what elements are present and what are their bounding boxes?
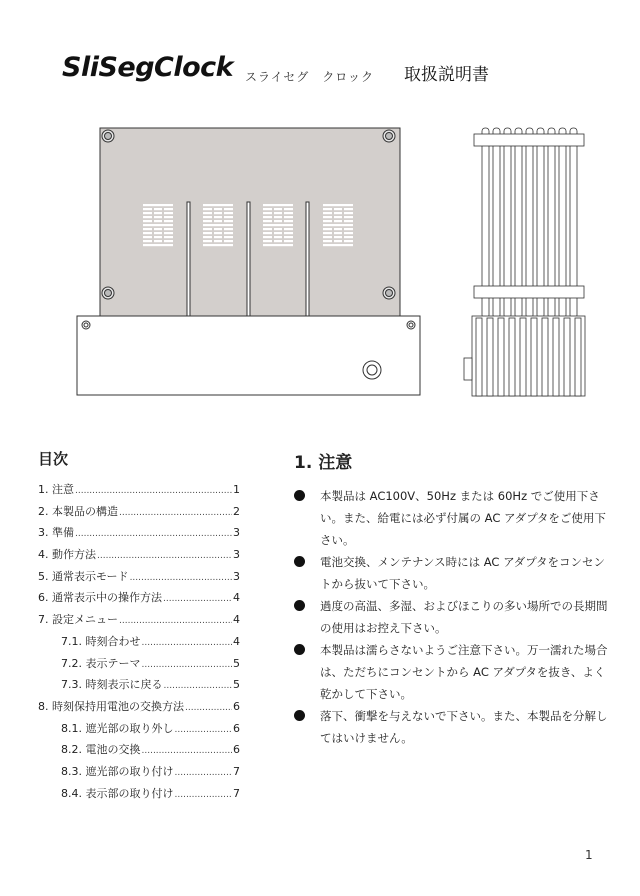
toc-entry-page: 5 xyxy=(233,678,240,692)
table-of-contents xyxy=(38,448,240,804)
toc-entry[interactable] xyxy=(38,501,240,523)
section-cautions xyxy=(294,448,612,749)
toc-entry[interactable] xyxy=(38,653,240,675)
front-view xyxy=(77,128,420,395)
toc-entry[interactable] xyxy=(38,522,240,544)
toc-entry[interactable] xyxy=(38,631,240,653)
toc-entry-page: 6 xyxy=(233,699,240,713)
toc-entry[interactable] xyxy=(38,696,240,718)
bullet-icon xyxy=(294,490,305,501)
toc-entry-label: 7.2. 表示テーマ xyxy=(61,656,141,670)
toc-entry[interactable] xyxy=(38,783,240,805)
toc-entry-page: 3 xyxy=(233,569,240,583)
base-box xyxy=(77,316,420,395)
toc-leader-dots xyxy=(185,696,232,720)
toc-entry-page: 7 xyxy=(233,786,240,800)
toc-entry-page: 4 xyxy=(233,613,240,627)
toc-entry-label: 7.3. 時刻表示に戻る xyxy=(61,678,163,692)
toc-leader-dots xyxy=(130,566,232,590)
toc-entry[interactable] xyxy=(38,739,240,761)
toc-entry-label: 4. 動作方法 xyxy=(38,548,96,562)
caution-text: 落下、衝撃を与えないで下さい。また、本製品を分解してはいけません。 xyxy=(320,709,608,745)
caution-list xyxy=(294,485,612,749)
side-fin xyxy=(487,318,493,396)
toc-entry[interactable] xyxy=(38,609,240,631)
toc-entry[interactable] xyxy=(38,566,240,588)
toc-entry-page: 7 xyxy=(233,764,240,778)
toc-entry-label: 7.1. 時刻合わせ xyxy=(61,634,141,648)
toc-leader-dots xyxy=(97,544,232,568)
page-number: 1 xyxy=(585,848,593,862)
caution-item xyxy=(294,639,612,705)
product-illustration xyxy=(0,0,640,420)
toc-entry-page: 6 xyxy=(233,743,240,757)
toc-entry-page: 4 xyxy=(233,634,240,648)
toc-leader-dots xyxy=(142,653,233,677)
toc-entry-page: 3 xyxy=(233,548,240,562)
toc-leader-dots xyxy=(163,587,232,611)
bullet-icon xyxy=(294,644,305,655)
side-fin xyxy=(531,318,537,396)
toc-leader-dots xyxy=(75,522,232,546)
caution-text: 本製品は濡らさないようご注意下さい。万一濡れた場合は、ただちにコンセントから AC アダプタを抜き、よく乾かして下さい。 xyxy=(320,643,608,701)
toc-leader-dots xyxy=(75,479,232,503)
side-fin xyxy=(498,318,504,396)
doc-subtitle: スライセグ クロック xyxy=(245,70,375,84)
toc-entry-label: 8.3. 遮光部の取り付け xyxy=(61,764,174,778)
toc-entry-label: 3. 準備 xyxy=(38,526,74,540)
side-fin xyxy=(509,318,515,396)
toc-entry[interactable] xyxy=(38,718,240,740)
bullet-icon xyxy=(294,710,305,721)
toc-leader-dots xyxy=(164,674,233,698)
toc-leader-dots xyxy=(175,761,233,785)
toc-title: 目次 xyxy=(38,450,69,468)
toc-entry-label: 8. 時刻保持用電池の交換方法 xyxy=(38,699,184,713)
toc-list xyxy=(38,479,240,804)
bullet-icon xyxy=(294,600,305,611)
toc-entry-page: 4 xyxy=(233,591,240,605)
caution-text: 電池交換、メンテナンス時には AC アダプタをコンセントから抜いて下さい。 xyxy=(320,555,605,591)
toc-entry-label: 5. 通常表示モード xyxy=(38,569,129,583)
toc-entry[interactable] xyxy=(38,544,240,566)
toc-leader-dots xyxy=(119,609,232,633)
toc-entry-page: 6 xyxy=(233,721,240,735)
toc-entry-label: 8.4. 表示部の取り付け xyxy=(61,786,174,800)
caution-text: 過度の高温、多湿、およびほこりの多い場所での長期間の使用はお控え下さい。 xyxy=(320,599,608,635)
toc-entry-page: 5 xyxy=(233,656,240,670)
caution-item xyxy=(294,595,612,639)
toc-leader-dots xyxy=(119,501,232,525)
toc-entry-page: 1 xyxy=(233,483,240,496)
toc-entry-label: 8.1. 遮光部の取り外し xyxy=(61,721,174,735)
toc-leader-dots xyxy=(175,718,233,742)
toc-entry-page: 3 xyxy=(233,526,240,540)
doc-title: SliSegClock xyxy=(62,52,234,83)
caution-item xyxy=(294,485,612,551)
bullet-icon xyxy=(294,556,305,567)
toc-entry-label: 8.2. 電池の交換 xyxy=(61,743,141,757)
toc-entry-label: 2. 本製品の構造 xyxy=(38,504,118,518)
side-view xyxy=(464,128,585,396)
toc-leader-dots xyxy=(142,739,233,763)
caution-item xyxy=(294,551,612,595)
caution-item xyxy=(294,705,612,749)
side-fin xyxy=(553,318,559,396)
toc-entry[interactable] xyxy=(38,674,240,696)
toc-leader-dots xyxy=(142,631,233,655)
side-fin xyxy=(476,318,482,396)
toc-entry-label: 1. 注意 xyxy=(38,483,74,496)
toc-entry[interactable] xyxy=(38,587,240,609)
doc-type-label: 取扱説明書 xyxy=(404,65,489,85)
toc-entry-label: 6. 通常表示中の操作方法 xyxy=(38,591,162,605)
toc-entry-label: 7. 設定メニュー xyxy=(38,613,118,627)
toc-entry[interactable] xyxy=(38,479,240,501)
side-fin xyxy=(564,318,570,396)
caution-text: 本製品は AC100V、50Hz または 60Hz でご使用下さい。また、給電には必ず付属の AC アダプタをご使用下さい。 xyxy=(320,489,606,547)
toc-leader-dots xyxy=(175,783,233,807)
side-fin xyxy=(520,318,526,396)
side-fin xyxy=(542,318,548,396)
section-title: 1. 注意 xyxy=(294,453,353,473)
side-fin xyxy=(575,318,581,396)
toc-entry[interactable] xyxy=(38,761,240,783)
toc-entry-page: 2 xyxy=(233,504,240,518)
